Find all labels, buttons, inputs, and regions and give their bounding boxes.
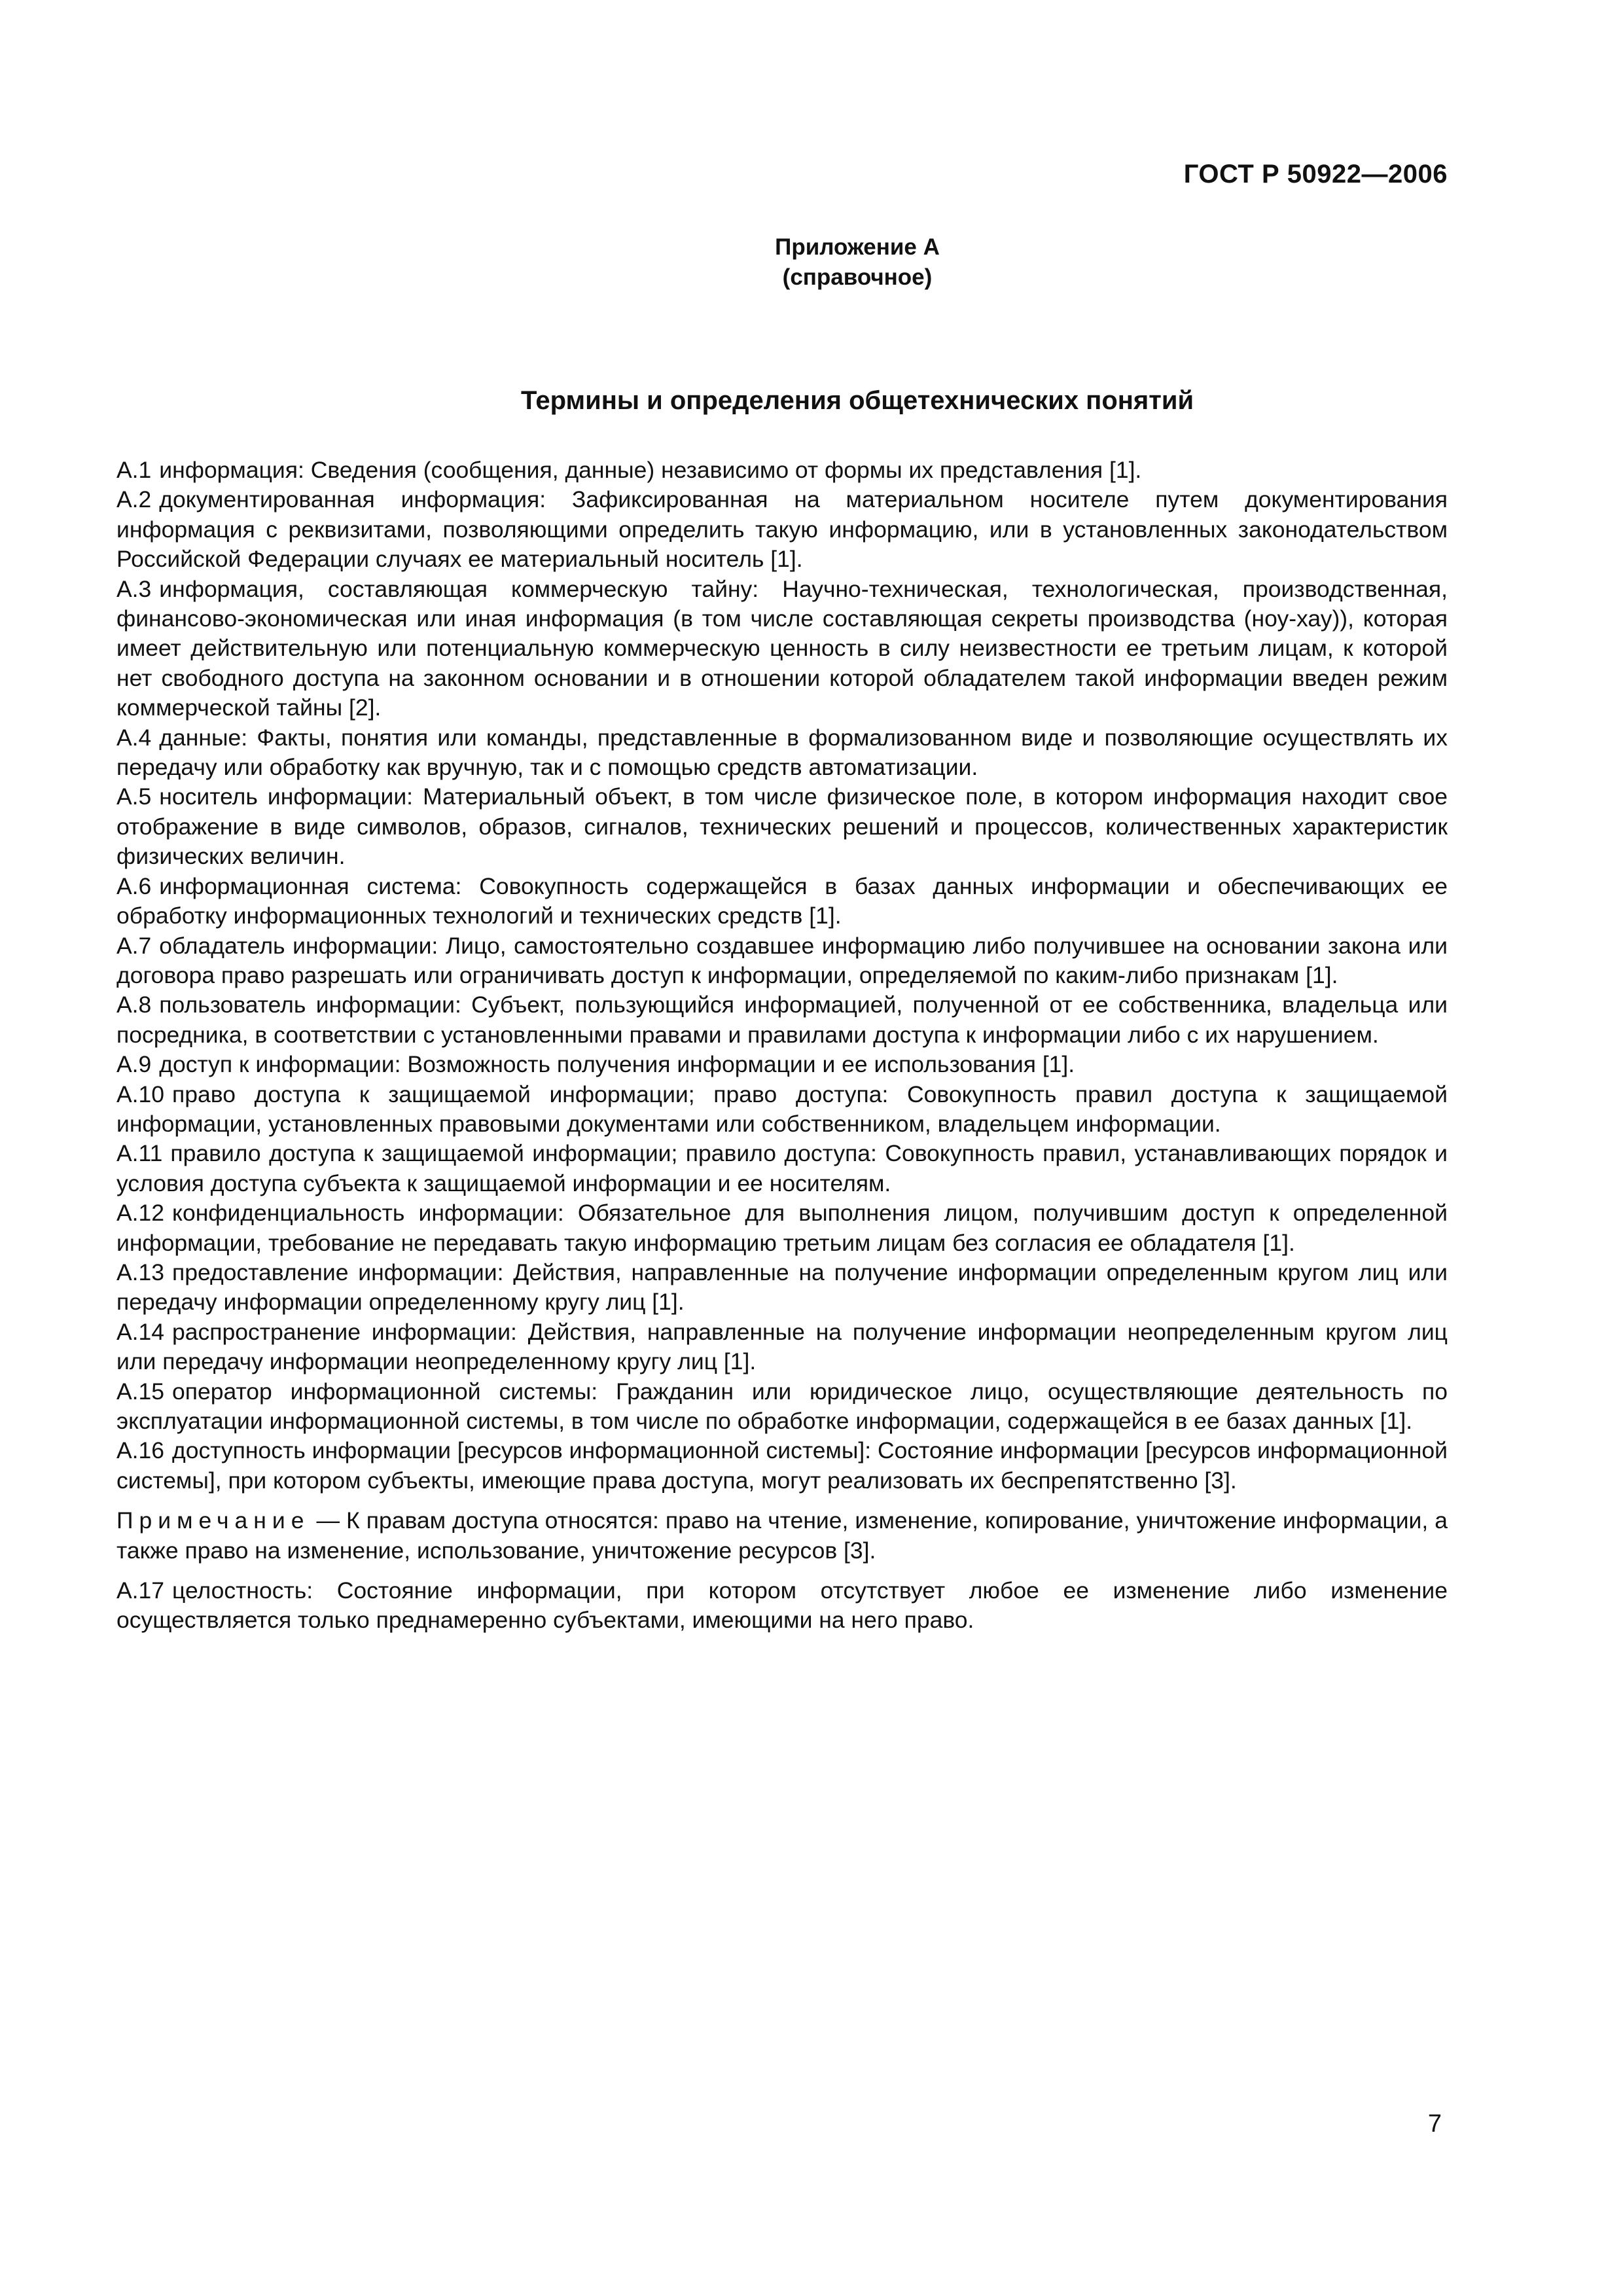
term-entry [116, 782, 1448, 871]
term-entry [116, 485, 1448, 574]
term-number: А.15 [116, 1378, 165, 1405]
term-definition: целостность: Состояние информации, при котором отсутствует любое ее изменение либо изменение осуществляется только преднамеренно субъектами, имеющими на него право. [116, 1577, 1448, 1634]
term-definition: доступ к информации: Возможность получения информации и ее использования [1]. [159, 1051, 1075, 1078]
term-definition: право доступа к защищаемой информации; право доступа: Совокупность правил доступа к защищаемой информации, установленных правовыми документами или собственником, владельцем информации. [116, 1081, 1448, 1137]
term-entry [116, 1198, 1448, 1258]
note-paragraph [116, 1506, 1448, 1566]
term-number: А.7 [116, 932, 152, 959]
term-definition: обладатель информации: Лицо, самостоятельно создавшее информацию либо получившее на основании закона или договора право разрешать или ограничивать доступ к информации, определяемой по каким-либо признакам [1]. [116, 932, 1448, 988]
term-definition: доступность информации [ресурсов информационной системы]: Состояние информации [ресурсов информационной системы], при котором субъекты, имеющие права доступа, могут реализовать их беспрепятственно [3]. [116, 1437, 1448, 1494]
term-entry [116, 1576, 1448, 1636]
term-number: А.11 [116, 1140, 163, 1167]
term-definition: предоставление информации: Действия, направленные на получение информации определенным кругом лиц или передачу информации определенному кругу лиц [1]. [116, 1259, 1448, 1316]
term-definition: информационная система: Совокупность содержащейся в базах данных информации и обеспечивающих ее обработку информационных технологий и технических средств [1]. [116, 872, 1448, 929]
term-entry [116, 723, 1448, 783]
term-entry [116, 1318, 1448, 1377]
term-entry [116, 575, 1448, 723]
term-entry [116, 1050, 1448, 1079]
appendix-type: (справочное) [782, 264, 933, 290]
term-definition: носитель информации: Материальный объект, в том числе физическое поле, в котором информация находит свое отображение в виде символов, образов, сигналов, технических решений и процессов, количественных характеристик физических величин. [116, 783, 1448, 870]
term-number: А.16 [116, 1437, 165, 1464]
section-title: Термины и определения общетехнических понятий [520, 386, 1194, 415]
term-number: А.2 [116, 486, 152, 513]
appendix-title: Приложение А [775, 234, 940, 260]
term-definition: правило доступа к защищаемой информации; правило доступа: Совокупность правил, устанавливающих порядок и условия доступа субъекта к защищаемой информации и ее носителям. [116, 1140, 1448, 1196]
document-code: ГОСТ Р 50922—2006 [1183, 160, 1448, 188]
term-definition: информация, составляющая коммерческую тайну: Научно-техническая, технологическая, производственная, финансово-экономическая или иная информация (в том числе составляющая секреты производства (ноу-хау)), которая имеет действительную или потенциальную коммерческую ценность в силу неизвестности ее третьим лицам, к которой нет свободного доступа на законном основании и в отношении которой обладателем такой информации введен режим коммерческой тайны [2]. [116, 575, 1448, 721]
term-definition: оператор информационной системы: Гражданин или юридическое лицо, осуществляющие деятельность по эксплуатации информационной системы, в том числе по обработке информации, содержащейся в ее базах данных [1]. [116, 1378, 1448, 1434]
term-number: А.3 [116, 575, 152, 602]
term-number: А.17 [116, 1577, 165, 1604]
term-definition: информация: Сведения (сообщения, данные) независимо от формы их представления [1]. [159, 457, 1142, 483]
term-definition: конфиденциальность информации: Обязательное для выполнения лицом, получившим доступ к определенной информации, требование не передавать такую информацию третьим лицам без согласия ее обладателя [1]. [116, 1200, 1448, 1256]
term-entry [116, 990, 1448, 1050]
page-number: 7 [1427, 2110, 1442, 2138]
terms-body [116, 456, 1448, 1636]
term-entry [116, 1436, 1448, 1496]
term-number: А.9 [116, 1051, 152, 1078]
term-definition: пользователь информации: Субъект, пользующийся информацией, полученной от ее собственника, владельца или посредника, в соответствии с установленными правами и правилами доступа к информации либо с их нарушением. [116, 992, 1448, 1048]
note-label: Примечание [116, 1507, 310, 1534]
term-entry [116, 1258, 1448, 1318]
term-number: А.6 [116, 872, 152, 899]
terms-list [116, 456, 1448, 1496]
term-number: А.8 [116, 992, 152, 1018]
term-number: А.12 [116, 1200, 165, 1227]
term-entry [116, 1080, 1448, 1139]
terms-list-continued [116, 1576, 1448, 1636]
term-definition: данные: Факты, понятия или команды, представленные в формализованном виде и позволяющие осуществлять их передачу или обработку как вручную, так и с помощью средств автоматизации. [116, 724, 1448, 781]
term-number: А.13 [116, 1259, 165, 1285]
term-entry [116, 1377, 1448, 1437]
term-definition: документированная информация: Зафиксированная на материальном носителе путем документирования информация с реквизитами, позволяющими определить такую информацию, или в установленных законодательством Российской Федерации случаях ее материальный носитель [1]. [116, 486, 1448, 573]
term-number: А.1 [116, 457, 152, 483]
term-definition: распространение информации: Действия, направленные на получение информации неопределенным кругом лиц или передачу информации неопределенному кругу лиц [1]. [116, 1318, 1448, 1375]
term-number: А.5 [116, 783, 152, 810]
term-entry [116, 872, 1448, 931]
term-entry [116, 1139, 1448, 1198]
term-number: А.10 [116, 1081, 165, 1107]
term-number: А.14 [116, 1318, 165, 1345]
term-entry [116, 931, 1448, 991]
note-text: — К правам доступа относятся: право на чтение, изменение, копирование, уничтожение информации, а также право на изменение, использование, уничтожение ресурсов [3]. [116, 1507, 1448, 1564]
term-number: А.4 [116, 724, 152, 751]
term-entry [116, 456, 1448, 485]
appendix-heading [0, 232, 1623, 293]
